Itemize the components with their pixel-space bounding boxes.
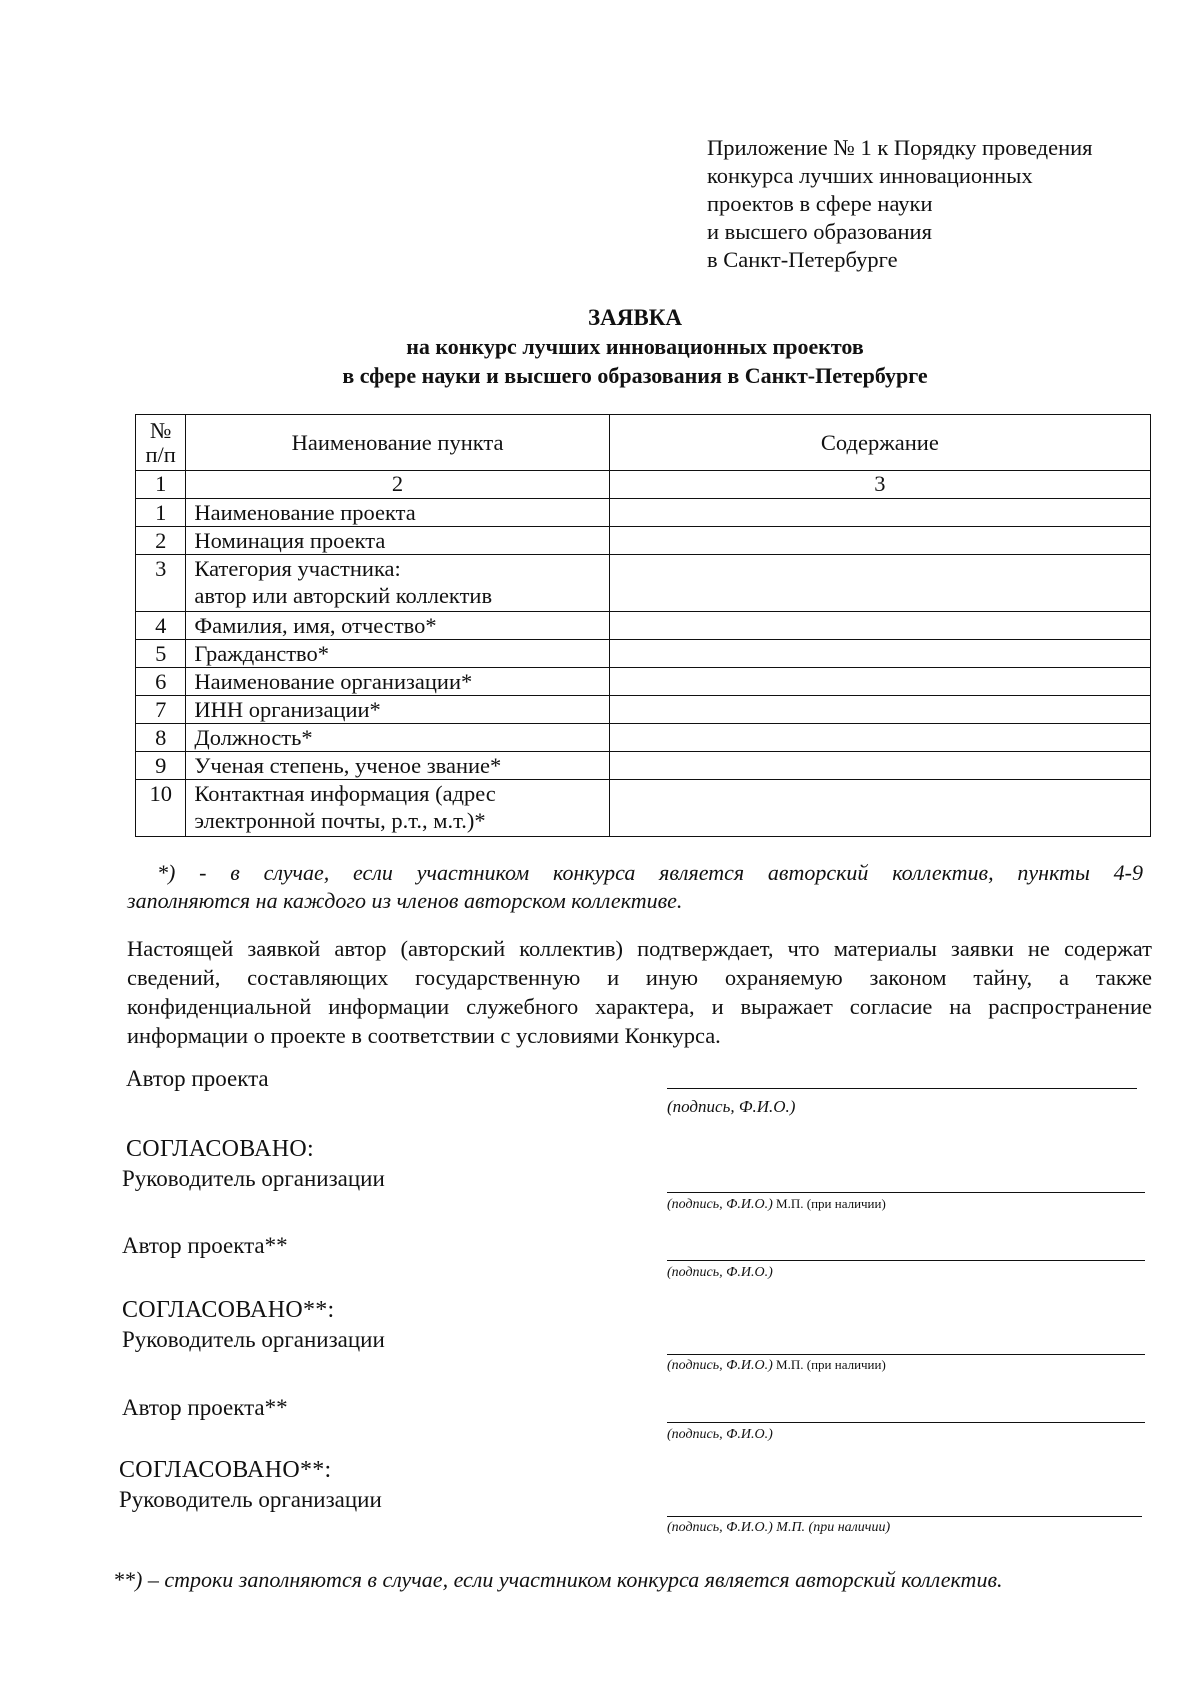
caption-stamp: М.П. (при наличии) bbox=[772, 1196, 886, 1211]
row-name bbox=[186, 780, 609, 837]
row-num: 2 bbox=[136, 527, 186, 555]
footnote-table bbox=[127, 859, 1143, 915]
head-signature-caption: (подпись, Ф.И.О.) М.П. (при наличии) bbox=[667, 1520, 891, 1535]
table-row bbox=[136, 752, 1151, 780]
row-name-line1: Категория участника: bbox=[194, 556, 401, 581]
title-line-2: на конкурс лучших инновационных проектов bbox=[406, 334, 864, 359]
title-line-3: в сфере науки и высшего образования в Санкт-Петербурге bbox=[342, 363, 928, 388]
row-num: 4 bbox=[136, 612, 186, 640]
table-row bbox=[136, 668, 1151, 696]
header-num-line1: № bbox=[149, 417, 172, 443]
appendix-line: и высшего образования bbox=[707, 219, 932, 244]
row-content-cell[interactable] bbox=[609, 668, 1150, 696]
agreed-label: СОГЛАСОВАНО**: bbox=[119, 1457, 332, 1483]
appendix-line: проектов в сфере науки bbox=[707, 191, 933, 216]
consent-line: конфиденциальной информации служебного характера, и выражает согласие на распространение bbox=[127, 994, 1152, 1019]
header-num bbox=[136, 415, 186, 471]
consent-line: информации о проекте в соответствии с условиями Конкурса. bbox=[127, 1023, 721, 1048]
row-name-line2: автор или авторский коллектив bbox=[194, 583, 493, 608]
column-numbers-row bbox=[136, 471, 1151, 499]
author-signature-caption: (подпись, Ф.И.О.) bbox=[667, 1097, 796, 1116]
row-content-cell[interactable] bbox=[609, 640, 1150, 668]
document-title bbox=[0, 303, 1200, 390]
consent-line: сведений, составляющих государственную и иную охраняемую законом тайну, а также bbox=[127, 965, 1152, 990]
row-name: Наименование проекта bbox=[186, 499, 609, 527]
author-label: Автор проекта bbox=[126, 1066, 269, 1091]
colnum-3: 3 bbox=[609, 471, 1150, 499]
table-row bbox=[136, 612, 1151, 640]
agreed-label: СОГЛАСОВАНО: bbox=[126, 1136, 314, 1162]
row-content-cell[interactable] bbox=[609, 527, 1150, 555]
row-num: 9 bbox=[136, 752, 186, 780]
author-label: Автор проекта** bbox=[122, 1233, 288, 1258]
appendix-line: конкурса лучших инновационных bbox=[707, 163, 1033, 188]
table-row bbox=[136, 555, 1151, 612]
header-content: Содержание bbox=[609, 415, 1150, 471]
head-label: Руководитель организации bbox=[122, 1327, 385, 1352]
row-content-cell[interactable] bbox=[609, 724, 1150, 752]
head-label: Руководитель организации bbox=[119, 1487, 382, 1512]
row-num: 3 bbox=[136, 555, 186, 612]
appendix-note bbox=[707, 134, 1093, 274]
footnote-table-line1: *) - в случае, если участником конкурса является авторский коллектив, пункты 4-9 bbox=[157, 860, 1143, 885]
row-content-cell[interactable] bbox=[609, 780, 1150, 837]
table-row bbox=[136, 696, 1151, 724]
appendix-line: Приложение № 1 к Порядку проведения bbox=[707, 135, 1093, 160]
author-signature-line[interactable] bbox=[667, 1088, 1137, 1089]
row-num: 10 bbox=[136, 780, 186, 837]
author-signature-line[interactable] bbox=[667, 1422, 1145, 1423]
head-signature-line[interactable] bbox=[667, 1516, 1142, 1517]
row-name bbox=[186, 555, 609, 612]
row-name: Гражданство* bbox=[186, 640, 609, 668]
author-signature-line[interactable] bbox=[667, 1260, 1145, 1261]
footnote-table-line2: заполняются на каждого из членов авторском коллективе. bbox=[127, 888, 683, 913]
table-row bbox=[136, 640, 1151, 668]
row-num: 7 bbox=[136, 696, 186, 724]
consent-paragraph bbox=[127, 934, 1152, 1050]
table-row bbox=[136, 724, 1151, 752]
author-signature-caption: (подпись, Ф.И.О.) bbox=[667, 1427, 773, 1442]
row-content-cell[interactable] bbox=[609, 752, 1150, 780]
caption-stamp: М.П. (при наличии) bbox=[772, 1357, 886, 1372]
row-content-cell[interactable] bbox=[609, 696, 1150, 724]
row-name-line1: Контактная информация (адрес bbox=[194, 781, 496, 806]
head-signature-line[interactable] bbox=[667, 1192, 1145, 1193]
row-name: Ученая степень, ученое звание* bbox=[186, 752, 609, 780]
colnum-2: 2 bbox=[186, 471, 609, 499]
row-name: Номинация проекта bbox=[186, 527, 609, 555]
author-signature-caption: (подпись, Ф.И.О.) bbox=[667, 1265, 773, 1280]
colnum-1: 1 bbox=[136, 471, 186, 499]
header-name: Наименование пункта bbox=[186, 415, 609, 471]
row-content-cell[interactable] bbox=[609, 499, 1150, 527]
row-name-line2: электронной почты, р.т., м.т.)* bbox=[194, 808, 486, 833]
head-signature-caption bbox=[667, 1196, 886, 1213]
title-line-1: ЗАЯВКА bbox=[588, 305, 682, 330]
caption-italic: (подпись, Ф.И.О.) bbox=[667, 1358, 773, 1373]
row-content-cell[interactable] bbox=[609, 612, 1150, 640]
row-num: 5 bbox=[136, 640, 186, 668]
application-table bbox=[135, 414, 1151, 837]
footnote-signatures: **) – строки заполняются в случае, если участником конкурса является авторский коллектив. bbox=[113, 1567, 1003, 1592]
row-name: Наименование организации* bbox=[186, 668, 609, 696]
agreed-label: СОГЛАСОВАНО**: bbox=[122, 1297, 335, 1323]
row-name: Должность* bbox=[186, 724, 609, 752]
header-num-line2: п/п bbox=[145, 441, 176, 467]
row-num: 6 bbox=[136, 668, 186, 696]
row-name: ИНН организации* bbox=[186, 696, 609, 724]
head-label: Руководитель организации bbox=[122, 1166, 385, 1191]
caption-italic: (подпись, Ф.И.О.) bbox=[667, 1197, 773, 1212]
table-row bbox=[136, 527, 1151, 555]
table-row bbox=[136, 499, 1151, 527]
table-header-row bbox=[136, 415, 1151, 471]
row-name: Фамилия, имя, отчество* bbox=[186, 612, 609, 640]
consent-line: Настоящей заявкой автор (авторский коллектив) подтверждает, что материалы заявки не содержат bbox=[127, 936, 1152, 961]
row-num: 8 bbox=[136, 724, 186, 752]
head-signature-line[interactable] bbox=[667, 1354, 1145, 1355]
table-row bbox=[136, 780, 1151, 837]
author-label: Автор проекта** bbox=[122, 1395, 288, 1420]
appendix-line: в Санкт-Петербурге bbox=[707, 247, 898, 272]
row-num: 1 bbox=[136, 499, 186, 527]
head-signature-caption bbox=[667, 1357, 886, 1374]
row-content-cell[interactable] bbox=[609, 555, 1150, 612]
